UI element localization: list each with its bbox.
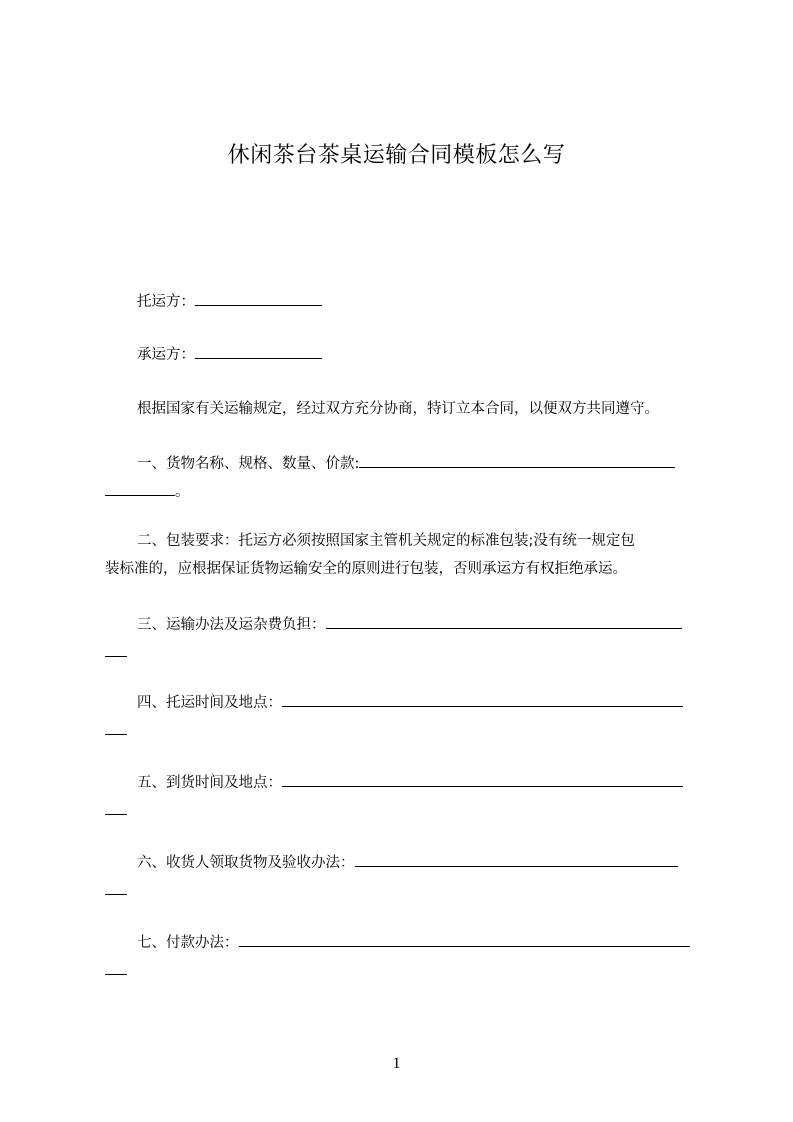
- clause-3-line: [137, 614, 682, 635]
- clause-3-label: 三、运输办法及运杂费负担：: [137, 617, 326, 633]
- carrier-line: [137, 344, 322, 365]
- clause-7-line: [137, 932, 690, 953]
- clause-7-label: 七、付款办法：: [137, 935, 239, 951]
- clause-5-blank: [282, 772, 683, 787]
- clause-6-continuation: [105, 880, 127, 901]
- clause-5-label: 五、到货时间及地点：: [137, 775, 282, 791]
- clause-3-blank: [326, 614, 682, 629]
- clause-5-line: [137, 772, 683, 793]
- clause-2-line-1: 二、包装要求：托运方必须按照国家主管机关规定的标准包装;没有统一规定包: [137, 533, 635, 549]
- clause-6-label: 六、收货人领取货物及验收办法：: [137, 855, 355, 871]
- clause-1-continuation: [105, 481, 190, 502]
- clause-3-blank-cont: [105, 642, 127, 657]
- page-number: 1: [392, 1055, 401, 1072]
- clause-6-line: [137, 852, 678, 873]
- shipper-line: [137, 291, 322, 312]
- clause-2-line-2: 装标准的，应根据保证货物运输安全的原则进行包装，否则承运方有权拒绝承运。: [105, 561, 627, 577]
- clause-4-line: [137, 692, 683, 713]
- shipper-label: 托运方：: [137, 294, 195, 310]
- shipper-blank: [195, 291, 322, 306]
- clause-3-continuation: [105, 642, 127, 663]
- intro-paragraph: 根据国家有关运输规定，经过双方充分协商，特订立本合同，以便双方共同遵守。: [137, 401, 659, 417]
- clause-7-continuation: [105, 960, 127, 981]
- clause-1-blank-cont: [105, 481, 175, 496]
- clause-1-line: [137, 453, 675, 474]
- clause-4-label: 四、托运时间及地点：: [137, 695, 282, 711]
- clause-6-blank: [355, 852, 678, 867]
- clause-4-blank: [282, 692, 683, 707]
- clause-7-blank: [239, 932, 690, 947]
- carrier-label: 承运方：: [137, 347, 195, 363]
- clause-4-blank-cont: [105, 720, 127, 735]
- clause-1-blank: [359, 453, 675, 468]
- clause-7-blank-cont: [105, 960, 127, 975]
- clause-1-end: 。: [175, 484, 190, 500]
- clause-6-blank-cont: [105, 880, 127, 895]
- clause-1-label: 一、货物名称、规格、数量、价款:: [137, 456, 360, 472]
- clause-5-continuation: [105, 800, 127, 821]
- clause-5-blank-cont: [105, 800, 127, 815]
- carrier-blank: [195, 344, 322, 359]
- page-title: 休闲茶台茶桌运输合同模板怎么写: [227, 143, 566, 168]
- clause-4-continuation: [105, 720, 127, 741]
